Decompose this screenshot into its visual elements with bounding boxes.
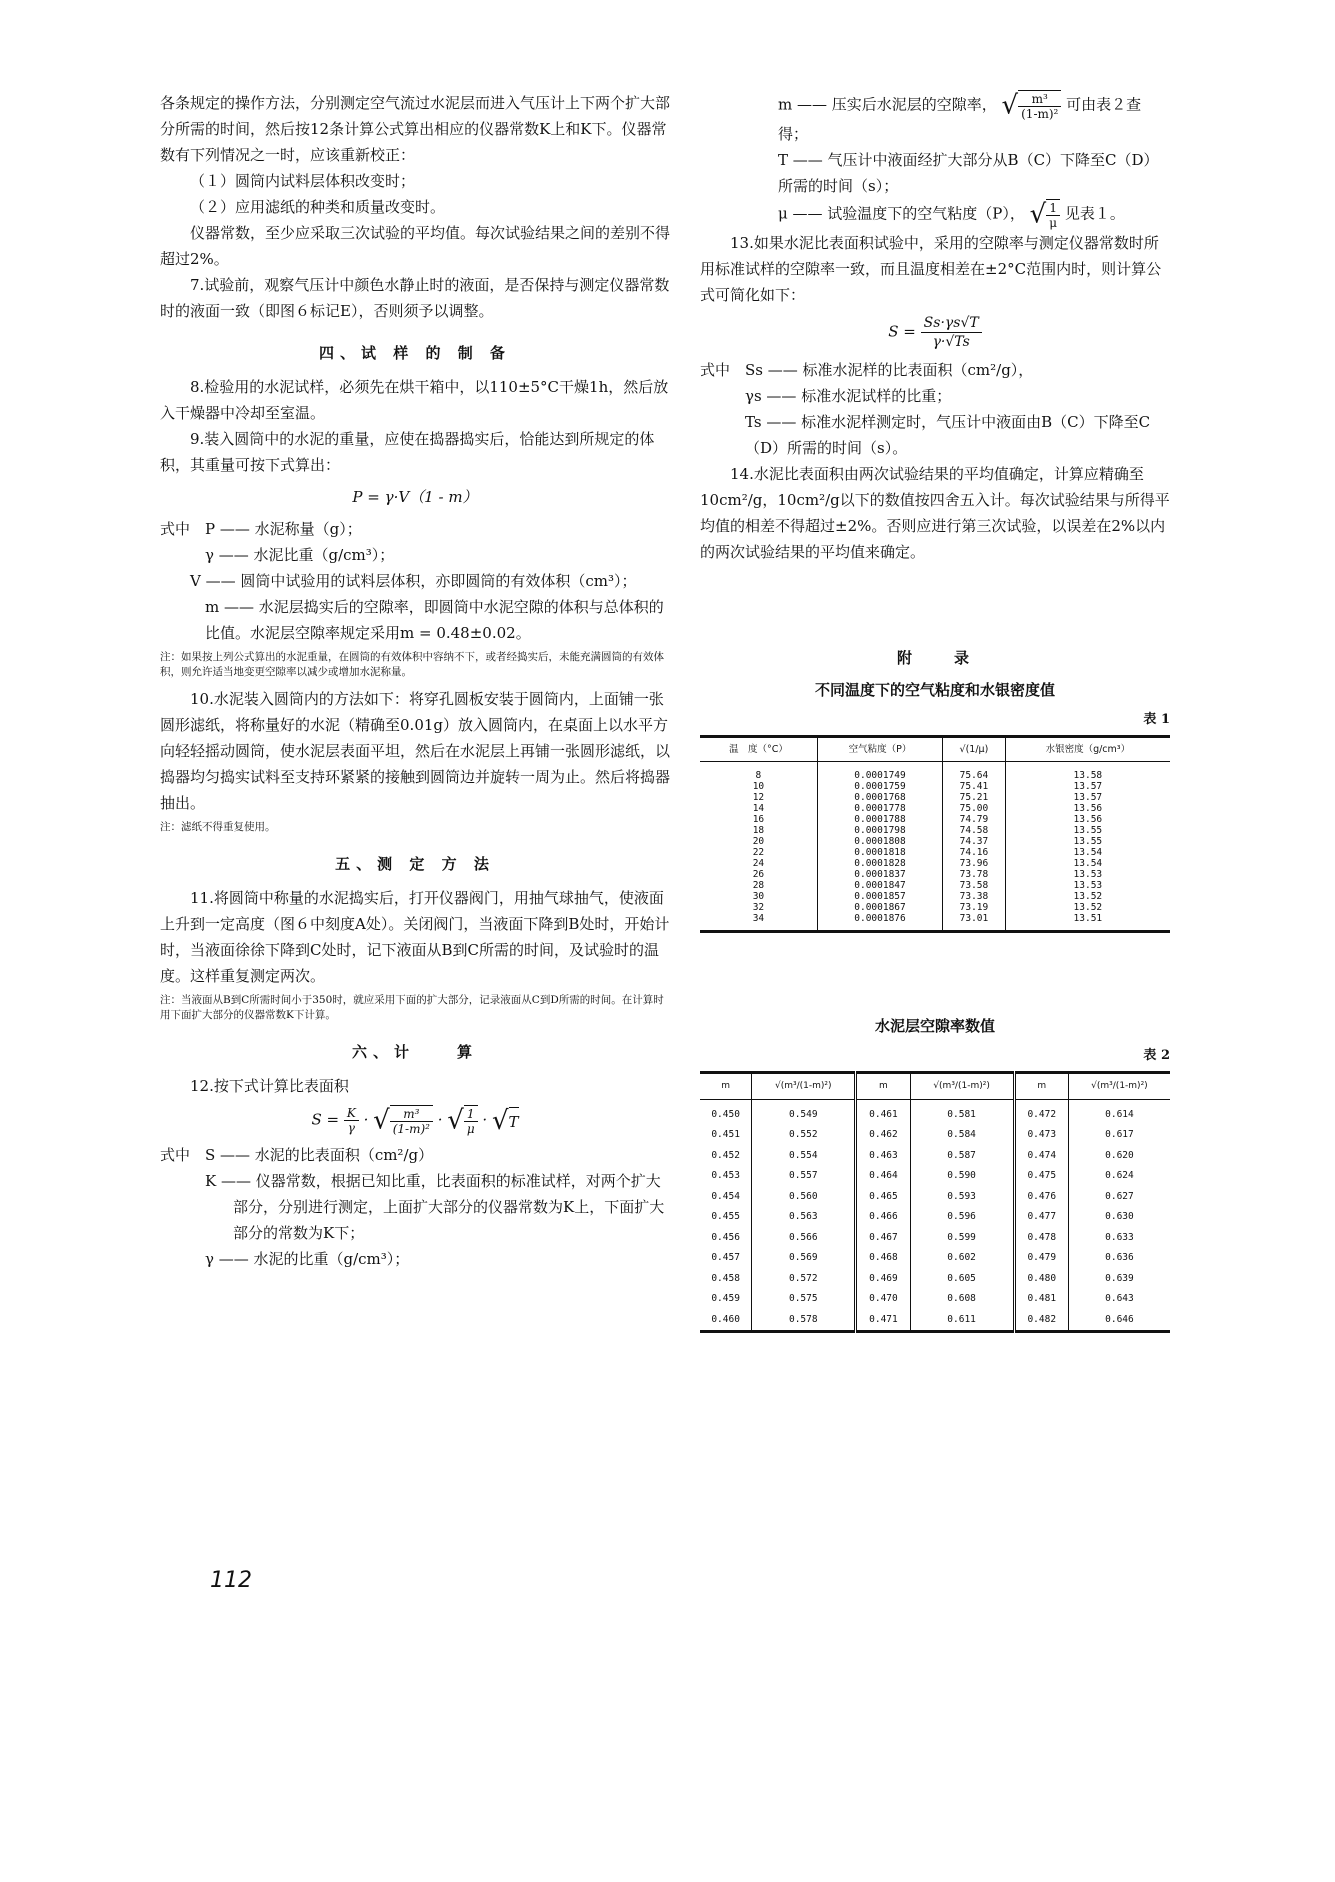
- sqrt: √ $\frac{1}{\mu}$: [447, 1105, 477, 1136]
- table-row: [700, 869, 1170, 880]
- paragraph: 12.按下式计算比表面积: [190, 1077, 349, 1095]
- where-block: [160, 516, 670, 568]
- table-cell: 0.459: [711, 1293, 740, 1304]
- appendix-heading: 附 录: [896, 649, 973, 667]
- sqrt: √ $\frac{1}{\mu}$: [1030, 199, 1060, 230]
- numerator: m³: [390, 1107, 433, 1122]
- sqrt: √T: [491, 1105, 519, 1136]
- table-cell: 0.450: [711, 1108, 740, 1120]
- table-row: [700, 781, 1170, 792]
- table-header: 温 度（°C）: [700, 737, 817, 762]
- table-cell: 28: [752, 880, 765, 891]
- table-row: [700, 1187, 1170, 1208]
- right-column: [700, 90, 1170, 1333]
- numerator: m³: [1018, 92, 1061, 107]
- table-cell: 0.614: [1068, 1099, 1170, 1125]
- table-cell: 30: [752, 891, 765, 902]
- formula-simplified: [700, 314, 1170, 351]
- table-row: [700, 792, 1170, 803]
- table-header: √(m³/(1-m)²): [910, 1073, 1014, 1100]
- paragraph: 各条规定的操作方法，分别测定空气流过水泥层而进入气压计上下两个扩大部分所需的时间，然后按12条计算公式算出相应的仪器常数K上和K下。仪器常数有下列情况之一时，应该重新校正：: [160, 94, 671, 164]
- table-cell: 74.37: [943, 836, 1005, 847]
- table-cell: 0.0001749: [817, 762, 942, 782]
- denominator: μ: [1049, 216, 1058, 230]
- fraction: [344, 1106, 359, 1135]
- sqrt: √ $\frac{\text{m³}}{\text{(1-m)²}}$: [1002, 90, 1062, 121]
- table-cell: 0.593: [910, 1187, 1014, 1208]
- table-row: [700, 762, 1170, 782]
- table-cell: 0.469: [856, 1269, 910, 1290]
- definition: K —— 仪器常数，根据已知比重，比表面积的标准试样，对两个扩大部分，分别进行测定，上面扩大部分的仪器常数为K上，下面扩大部分的常数为K下；: [205, 1172, 665, 1242]
- table-cell: 0.460: [700, 1310, 752, 1332]
- table-cell: 0.552: [752, 1125, 856, 1146]
- table-cell: 14: [752, 803, 765, 814]
- table-row: [700, 902, 1170, 913]
- table-cell: 0.643: [1068, 1289, 1170, 1310]
- table-cell: 0.0001857: [817, 891, 942, 902]
- section-heading: 五、测 定 方 法: [335, 855, 495, 873]
- table-cell: 0.549: [752, 1099, 856, 1125]
- table-header: 空气粘度（P）: [817, 737, 942, 762]
- sqrt: √ $\frac{\text{m³}}{\text{(1-m)²}}$: [373, 1105, 433, 1136]
- definition: [700, 90, 1170, 147]
- table-cell: 0.557: [752, 1166, 856, 1187]
- table-cell: 13.52: [1005, 902, 1170, 913]
- table-header: √(m³/(1-m)²): [752, 1073, 856, 1100]
- table-cell: 73.96: [943, 858, 1005, 869]
- table-cell: 0.464: [856, 1166, 910, 1187]
- numerator: 1: [1046, 201, 1060, 216]
- definition: T —— 气压计中液面经扩大部分从B（C）下降至C（D）所需的时间（s）；: [778, 151, 1159, 195]
- table-cell: 0.468: [856, 1248, 910, 1269]
- paragraph: 13.如果水泥比表面积试验中，采用的空隙率与测定仪器常数时所用标准试样的空隙率一致，而且温度相差在±2°C范围内时，则计算公式可简化如下：: [700, 234, 1162, 304]
- table-cell: 0.457: [711, 1252, 740, 1263]
- table-row: [700, 847, 1170, 858]
- table-cell: 0.456: [711, 1231, 740, 1243]
- table-cell: 13.56: [1005, 803, 1170, 814]
- table-row: [700, 1207, 1170, 1228]
- table-cell: 0.639: [1068, 1269, 1170, 1290]
- table-cell: 24: [752, 858, 765, 869]
- definition-text: 可由表２查得；: [778, 95, 1142, 143]
- definition: S —— 水泥的比表面积（cm²/g）: [205, 1146, 434, 1164]
- table-cell: 13.56: [1005, 814, 1170, 825]
- left-column: [160, 90, 670, 1272]
- table-cell: 34: [700, 913, 817, 932]
- table-cell: 0.630: [1068, 1207, 1170, 1228]
- table-cell: 0.636: [1068, 1248, 1170, 1269]
- denominator: (1-m)²: [1021, 107, 1059, 121]
- table-cell: 0.620: [1068, 1146, 1170, 1167]
- formula-lhs: S =: [888, 322, 916, 341]
- definition: V —— 圆筒中试验用的试料层体积，亦即圆筒的有效体积（cm³）；: [190, 572, 637, 590]
- table-cell: 0.0001759: [817, 781, 942, 792]
- table-cell: 75.21: [943, 792, 1005, 803]
- table-cell: 0.481: [1014, 1289, 1068, 1310]
- table-title: 水泥层空隙率数值: [874, 1017, 995, 1035]
- table-row: [700, 880, 1170, 891]
- table-cell: 0.554: [752, 1146, 856, 1167]
- paragraph: 仪器常数，至少应采取三次试验的平均值。每次试验结果之间的差别不得超过2%。: [160, 224, 671, 268]
- table-row: [700, 1289, 1170, 1310]
- denominator: (1-m)²: [392, 1122, 430, 1136]
- paragraph: 11.将圆筒中称量的水泥捣实后，打开仪器阀门，用抽气球抽气，使液面上升到一定高度（图６中刻度A处）。关闭阀门，当液面下降到B处时，开始计时，当液面徐徐下降到C处时，记下液面从B到C所需的时间，及试验时的温度。这样重复测定两次。: [160, 889, 670, 985]
- table-title: 不同温度下的空气粘度和水银密度值: [814, 681, 1055, 699]
- table-cell: 0.0001768: [817, 792, 942, 803]
- table-cell: 0.472: [1014, 1099, 1068, 1125]
- table-cell: 0.602: [910, 1248, 1014, 1269]
- table-cell: 16: [752, 814, 765, 825]
- definition: γ —— 水泥比重（g/cm³）；: [205, 546, 395, 564]
- table-cell: 0.480: [1014, 1269, 1068, 1290]
- where-label: 式中: [160, 520, 191, 538]
- table-cell: 0.452: [711, 1149, 740, 1161]
- table-cell: 0.474: [1014, 1146, 1068, 1167]
- table-cell: 13.52: [1005, 891, 1170, 902]
- table-row: [700, 836, 1170, 847]
- paragraph: （２）应用滤纸的种类和质量改变时。: [190, 198, 446, 216]
- table-number: 表 2: [1143, 1048, 1170, 1063]
- table-cell: 0.575: [752, 1289, 856, 1310]
- table-cell: 74.16: [943, 847, 1005, 858]
- formula-specific-surface: S = $\frac{K}{\gamma}$ · √ $\frac{\text{m³}}{\text{(1-m)²}}$ · √ $\frac{1}{\mu}$ · √T: [311, 1105, 519, 1136]
- table-cell: 0.0001876: [817, 913, 942, 932]
- paragraph: 7.试验前，观察气压计中颜色水静止时的液面，是否保持与测定仪器常数时的液面一致（即图６标记E），否则须予以调整。: [160, 276, 670, 320]
- definition-text: μ —— 试验温度下的空气粘度（P），: [778, 204, 1025, 223]
- table-cell: 75.00: [943, 803, 1005, 814]
- where-label: 式中: [160, 1146, 191, 1164]
- radicand: T: [509, 1107, 519, 1135]
- table-cell: 13.57: [1005, 792, 1170, 803]
- table-cell: 0.599: [910, 1228, 1014, 1249]
- table-row: [700, 1248, 1170, 1269]
- denominator: μ: [466, 1122, 475, 1136]
- table-cell: 73.58: [943, 880, 1005, 891]
- table-row: [700, 803, 1170, 814]
- table-cell: 0.455: [711, 1211, 740, 1222]
- table-cell: 13.55: [1005, 836, 1170, 847]
- paragraph: 10.水泥装入圆筒内的方法如下：将穿孔圆板安装于圆筒内，上面铺一张圆形滤纸，将称量好的水泥（精确至0.01g）放入圆筒内，在桌面上以水平方向轻轻摇动圆筒，使水泥层表面平坦，然后在水泥层上再铺一张圆形滤纸，以捣器均匀捣实试料至支持环紧紧的接触到圆筒边并旋转一周为止。然后将捣器抽出。: [160, 690, 671, 812]
- table-row: [700, 825, 1170, 836]
- table-cell: 0.627: [1068, 1187, 1170, 1208]
- numerator: 1: [464, 1107, 478, 1122]
- table-cell: 0.0001788: [817, 814, 942, 825]
- table-header: 水银密度（g/cm³）: [1005, 737, 1170, 762]
- table-cell: 0.566: [752, 1228, 856, 1249]
- table-cell: 0.605: [910, 1269, 1014, 1290]
- table-cell: 0.477: [1014, 1207, 1068, 1228]
- table-cell: 0.479: [1014, 1248, 1068, 1269]
- section-heading: 四、试 样 的 制 备: [319, 344, 511, 362]
- table-cell: 13.51: [1005, 913, 1170, 932]
- table-cell: 0.475: [1014, 1166, 1068, 1187]
- air-viscosity-table: [700, 735, 1170, 933]
- table-row: [700, 1166, 1170, 1187]
- note: 注：当液面从B到C所需时间小于350时，就应采用下面的扩大部分，记录液面从C到D所需的时间。在计算时用下面扩大部分的仪器常数K下计算。: [160, 994, 664, 1021]
- table-cell: 0.590: [910, 1166, 1014, 1187]
- table-cell: 0.608: [910, 1289, 1014, 1310]
- table-cell: 0.465: [856, 1187, 910, 1208]
- table-row: [700, 1310, 1170, 1332]
- paragraph: 14.水泥比表面积由两次试验结果的平均值确定，计算应精确至10cm²/g，10cm²/g以下的数值按四舍五入计。每次试验结果与所得平均值的相差不得超过±2%。否则应进行第三次试验，以误差在2%以内的两次试验结果的平均值来确定。: [700, 465, 1170, 561]
- table-header: m: [700, 1073, 752, 1100]
- table-cell: 0.478: [1014, 1228, 1068, 1249]
- table-cell: 0.563: [752, 1207, 856, 1228]
- table-cell: 0.0001798: [817, 825, 942, 836]
- table-cell: 0.0001808: [817, 836, 942, 847]
- table-cell: 74.58: [943, 825, 1005, 836]
- page-number: 112: [210, 1568, 252, 1593]
- table-cell: 0.471: [856, 1310, 910, 1332]
- table-cell: 12: [752, 792, 765, 803]
- table-cell: 0.458: [711, 1272, 740, 1284]
- paragraph: 8.检验用的水泥试样，必须先在烘干箱中，以110±5°C干燥1h，然后放入干燥器中冷却至室温。: [160, 378, 669, 422]
- table-cell: 0.476: [1014, 1187, 1068, 1208]
- table-cell: 0.463: [856, 1146, 910, 1167]
- table-cell: 0.569: [752, 1248, 856, 1269]
- section-heading: 六、计 算: [351, 1043, 478, 1061]
- table-row: [700, 814, 1170, 825]
- table-number: 表 1: [1143, 712, 1170, 727]
- table-cell: 32: [752, 902, 765, 913]
- denominator: γ: [347, 1121, 355, 1135]
- table-cell: 0.633: [1068, 1228, 1170, 1249]
- definition: P —— 水泥称量（g）；: [205, 520, 362, 538]
- table-cell: 0.0001828: [817, 858, 942, 869]
- table-cell: 0.617: [1068, 1125, 1170, 1146]
- table-cell: 0.584: [910, 1125, 1014, 1146]
- table-cell: 75.41: [943, 781, 1005, 792]
- table-cell: 0.560: [752, 1187, 856, 1208]
- table-header: m: [856, 1073, 910, 1100]
- where-block: [700, 357, 1170, 461]
- table-cell: 0.467: [856, 1228, 910, 1249]
- fraction: [921, 314, 982, 351]
- definition-text: m —— 压实后水泥层的空隙率，: [778, 95, 997, 114]
- table-cell: 13.53: [1005, 869, 1170, 880]
- note: 注：如果按上列公式算出的水泥重量，在圆筒的有效体积中容纳不下，或者经捣实后，未能充满圆筒的有效体积，则允许适当地变更空隙率以减少或增加水泥称量。: [160, 651, 664, 678]
- table-row: [700, 913, 1170, 932]
- table-cell: 22: [752, 847, 765, 858]
- table-cell: 0.454: [711, 1190, 740, 1202]
- table-cell: 13.54: [1005, 858, 1170, 869]
- table-cell: 13.58: [1005, 762, 1170, 782]
- table-cell: 73.19: [943, 902, 1005, 913]
- table-row: [700, 891, 1170, 902]
- table-header: m: [1014, 1073, 1068, 1100]
- table-cell: 74.79: [943, 814, 1005, 825]
- denominator: γ·√Ts: [932, 334, 970, 350]
- table-cell: 0.587: [910, 1146, 1014, 1167]
- paragraph: 9.装入圆筒中的水泥的重量，应使在捣器捣实后，恰能达到所规定的体积，其重量可按下式算出：: [160, 430, 655, 474]
- table-cell: 0.482: [1014, 1310, 1068, 1332]
- table-cell: 0.0001847: [817, 880, 942, 891]
- table-row: [700, 858, 1170, 869]
- table-cell: 13.57: [1005, 781, 1170, 792]
- table-cell: 75.64: [943, 762, 1005, 782]
- table-cell: 0.572: [752, 1269, 856, 1290]
- table-row: [700, 1269, 1170, 1290]
- table-cell: 13.53: [1005, 880, 1170, 891]
- table-cell: 8: [755, 770, 762, 781]
- table-cell: 0.470: [856, 1289, 910, 1310]
- table-cell: 0.581: [910, 1099, 1014, 1125]
- table-cell: 26: [752, 869, 765, 880]
- table-cell: 0.596: [910, 1207, 1014, 1228]
- table-cell: 0.578: [752, 1310, 856, 1332]
- table-cell: 0.624: [1068, 1166, 1170, 1187]
- table-cell: 20: [752, 836, 765, 847]
- table-cell: 0.473: [1014, 1125, 1068, 1146]
- table-row: [700, 1099, 1170, 1125]
- definition: γs —— 标准水泥试样的比重；: [745, 387, 952, 405]
- table-cell: 0.0001837: [817, 869, 942, 880]
- table-cell: 0.451: [711, 1129, 740, 1140]
- definition: [700, 199, 1170, 230]
- table-header: √(1/μ): [943, 737, 1005, 762]
- table-header: √(m³/(1-m)²): [1068, 1073, 1170, 1100]
- formula-lhs: S =: [311, 1110, 340, 1129]
- where-block: [160, 1142, 670, 1272]
- table-cell: 0.646: [1068, 1310, 1170, 1332]
- porosity-table: [700, 1071, 1170, 1333]
- table-cell: 0.0001818: [817, 847, 942, 858]
- paragraph: （１）圆筒内试料层体积改变时；: [190, 172, 416, 190]
- numerator: K: [344, 1106, 359, 1121]
- table-cell: 18: [752, 825, 765, 836]
- table-cell: 73.38: [943, 891, 1005, 902]
- definition: m —— 水泥层捣实后的空隙率，即圆筒中水泥空隙的体积与总体积的比值。水泥层空隙率规定采用m = 0.48±0.02。: [205, 598, 664, 642]
- note: 注：滤纸不得重复使用。: [160, 821, 276, 833]
- table-cell: 10: [752, 781, 765, 792]
- table-row: [700, 1125, 1170, 1146]
- table-cell: 13.55: [1005, 825, 1170, 836]
- table-cell: 0.466: [856, 1207, 910, 1228]
- table-cell: 0.0001867: [817, 902, 942, 913]
- table-cell: 0.462: [856, 1125, 910, 1146]
- table-cell: 73.01: [943, 913, 1005, 932]
- table-cell: 0.0001778: [817, 803, 942, 814]
- table-row: [700, 1228, 1170, 1249]
- definition-text: 见表１。: [1064, 204, 1125, 223]
- table-cell: 0.611: [910, 1310, 1014, 1332]
- formula: P = γ·V（1 - m）: [352, 488, 478, 506]
- where-label: 式中: [700, 361, 731, 379]
- definition: Ss —— 标准水泥样的比表面积（cm²/g），: [745, 361, 1034, 379]
- numerator: Ss·γs√T: [921, 314, 982, 333]
- table-row: [700, 1146, 1170, 1167]
- table-cell: 73.78: [943, 869, 1005, 880]
- table-cell: 0.461: [856, 1099, 910, 1125]
- definition: Ts —— 标准水泥样测定时，气压计中液面由B（C）下降至C（D）所需的时间（s）。: [745, 413, 1151, 457]
- table-cell: 13.54: [1005, 847, 1170, 858]
- definition: γ —— 水泥的比重（g/cm³）；: [205, 1250, 410, 1268]
- table-cell: 0.453: [711, 1170, 740, 1181]
